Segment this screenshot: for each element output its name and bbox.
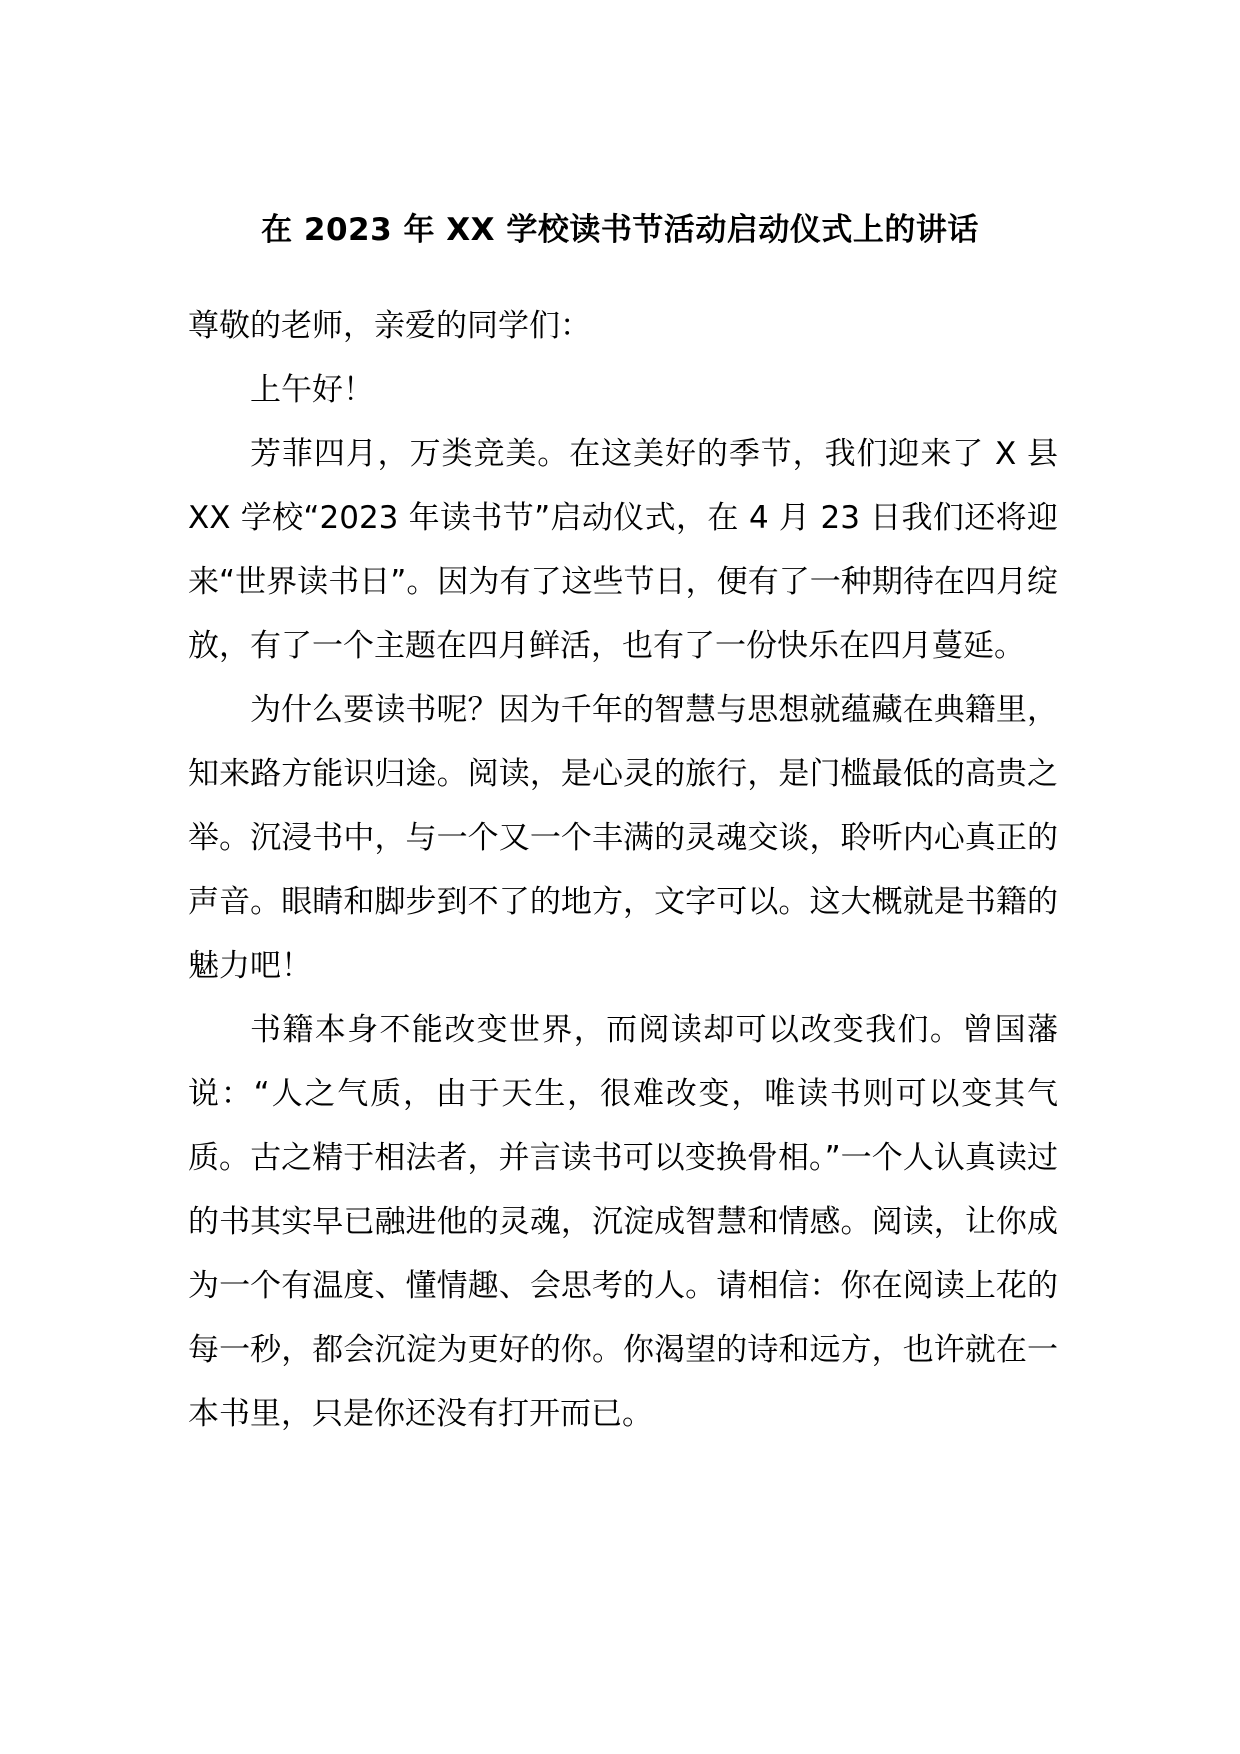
paragraph-why-read: 为什么要读书呢？因为千年的智慧与思想就蕴藏在典籍里，知来路方能识归途。阅读，是心灵的旅行，是门槛最低的高贵之举。沉浸书中，与一个又一个丰满的灵魂交谈，聆听内心真正的声音。眼睛和脚步到不了的地方，文字可以。这大概就是书籍的魅力吧！ [188,692,1058,984]
paragraph-greeting: 上午好！ [250,372,374,408]
salutation: 尊敬的老师，亲爱的同学们： [188,308,591,344]
paragraph-intro: 芳菲四月，万类竞美。在这美好的季节，我们迎来了 X 县 XX 学校“2023 年读书节”启动仪式，在 4 月 23 日我们还将迎来“世界读书日”。因为有了这些节日，便有了一种期待在四月绽放，有了一个主题在四月鲜活，也有了一份快乐在四月蔓延。 [188,436,1058,664]
paragraph-reading-changes-us: 书籍本身不能改变世界，而阅读却可以改变我们。曾国藩说：“人之气质，由于天生，很难改变，唯读书则可以变其气质。古之精于相法者，并言读书可以变换骨相。”一个人认真读过的书其实早已融进他的灵魂，沉淀成智慧和情感。阅读，让你成为一个有温度、懂情趣、会思考的人。请相信：你在阅读上花的每一秒，都会沉淀为更好的你。你渴望的诗和远方，也许就在一本书里，只是你还没有打开而已。 [188,1012,1058,1432]
document-title: 在 2023 年 XX 学校读书节活动启动仪式上的讲话 [261,212,979,248]
document-body [188,294,1058,1446]
